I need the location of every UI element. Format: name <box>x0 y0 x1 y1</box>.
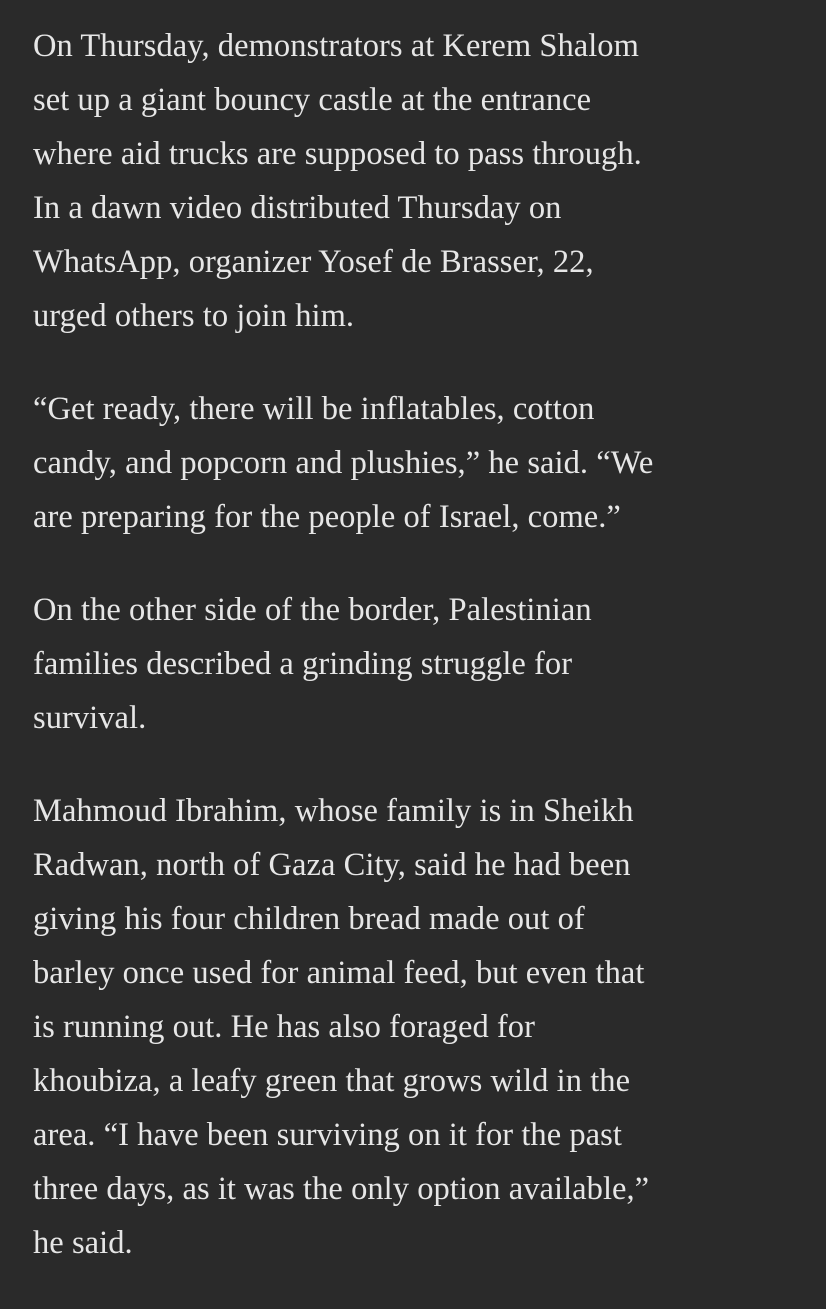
text-line: In a dawn video distributed Thursday on <box>33 190 562 226</box>
paragraph-4 <box>33 784 813 1270</box>
text-line: khoubiza, a leafy green that grows wild in the <box>33 1063 631 1099</box>
text-line: On the other side of the border, Palestinian <box>33 592 592 628</box>
text-line: “Get ready, there will be inflatables, cotton <box>33 391 595 427</box>
text-line: Radwan, north of Gaza City, said he had been <box>33 847 631 883</box>
paragraph-1 <box>33 19 813 343</box>
text-line: are preparing for the people of Israel, come.” <box>33 499 621 535</box>
text-line: candy, and popcorn and plushies,” he said. “We <box>33 445 654 481</box>
text-line: On Thursday, demonstrators at Kerem Shalom <box>33 28 639 64</box>
text-line: three days, as it was the only option available,” <box>33 1171 650 1207</box>
paragraph-3 <box>33 583 813 745</box>
text-line: area. “I have been surviving on it for the past <box>33 1117 622 1153</box>
text-line: barley once used for animal feed, but even that <box>33 955 645 991</box>
text-line: WhatsApp, organizer Yosef de Brasser, 22, <box>33 244 594 280</box>
text-line: he said. <box>33 1225 133 1261</box>
paragraph-2 <box>33 382 813 544</box>
article-body <box>33 19 813 1309</box>
text-line: families described a grinding struggle for <box>33 646 573 682</box>
text-line: survival. <box>33 700 147 736</box>
text-line: is running out. He has also foraged for <box>33 1009 535 1045</box>
text-line: Mahmoud Ibrahim, whose family is in Sheikh <box>33 793 634 829</box>
text-line: where aid trucks are supposed to pass through. <box>33 136 642 172</box>
text-line: urged others to join him. <box>33 298 355 334</box>
text-line: set up a giant bouncy castle at the entrance <box>33 82 592 118</box>
text-line: giving his four children bread made out of <box>33 901 585 937</box>
